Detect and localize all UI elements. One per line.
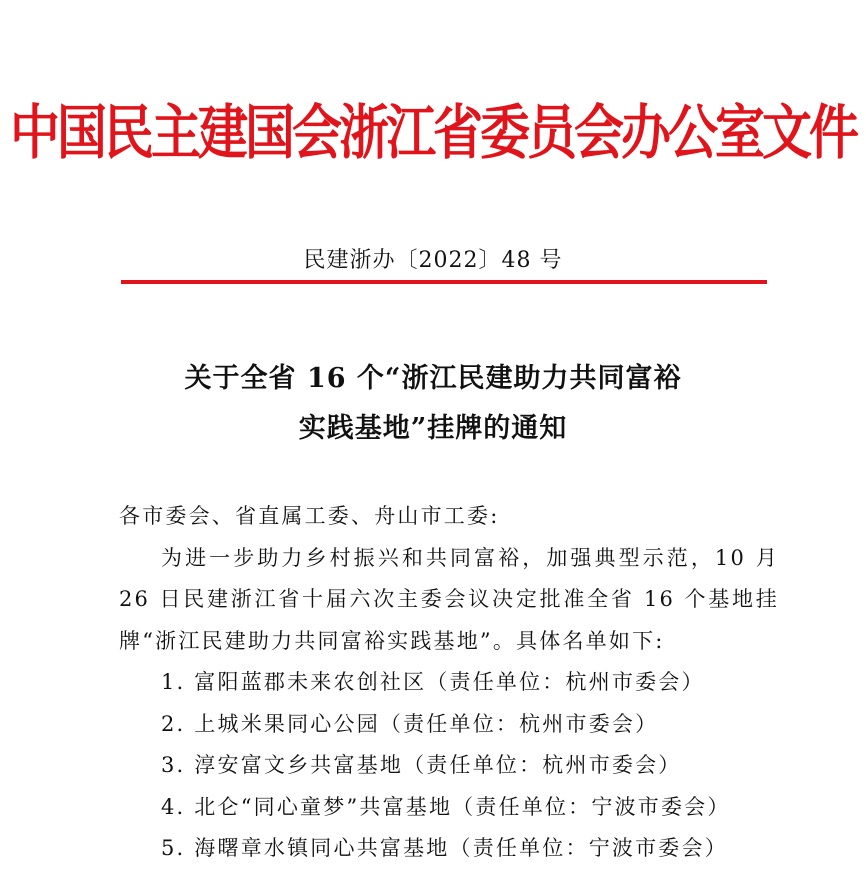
list-item: 5. 海曙章水镇同心共富基地（责任单位：宁波市委会） — [161, 836, 728, 860]
document-title — [0, 354, 866, 454]
list-item: 3. 淳安富文乡共富基地（责任单位：杭州市委会） — [161, 753, 682, 777]
list-item: 4. 北仑“同心童梦”共富基地（责任单位：宁波市委会） — [161, 794, 731, 819]
salutation: 各市委会、省直属工委、舟山市工委: — [119, 504, 500, 528]
document-title-line-1: 关于全省 16 个“浙江民建助力共同富裕 — [184, 363, 682, 394]
document-number: 民建浙办〔2022〕48 号 — [303, 248, 563, 273]
document-header-title: 中国民主建国会浙江省委员会办公室文件 — [10, 98, 856, 168]
body-paragraph: 为进一步助力乡村振兴和共同富裕，加强典型示范，10 月 26 日民建浙江省十届六次主委会议决定批准全省 16 个基地挂牌“浙江民建助力共同富裕实践基地”。具体名单如下: — [119, 545, 779, 653]
red-divider-line — [121, 280, 767, 284]
list-item: 2. 上城米果同心公园（责任单位：杭州市委会） — [161, 711, 659, 736]
document-body — [119, 496, 779, 870]
list-item: 1. 富阳蓝郡未来农创社区（责任单位：杭州市委会） — [161, 670, 705, 694]
document-title-line-2: 实践基地”挂牌的通知 — [298, 413, 568, 444]
